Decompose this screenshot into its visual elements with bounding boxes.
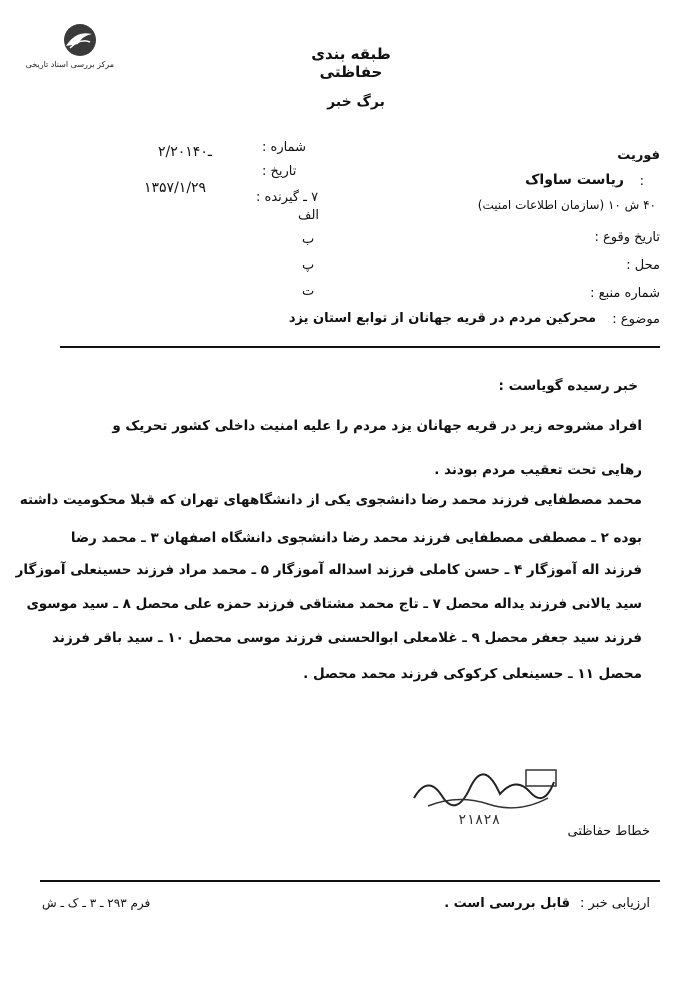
archive-emblem-icon xyxy=(58,22,98,58)
form-number: فرم ۲۹۳ ـ ۳ ـ ک ـ ش xyxy=(42,896,151,910)
recipient-be: ب xyxy=(302,232,315,247)
body-line: محصل ۱۱ ـ حسینعلی کرکوکی فرزند محمد محصل . xyxy=(303,666,642,682)
body-line: سید یالانی فرزند یداله محصل ۷ ـ تاج محمد مشتاقی فرزند حمزه علی محصل ۸ ـ سید موسوی xyxy=(26,596,642,612)
priority-label: فوریت xyxy=(617,148,660,163)
logo-text: مرکز بررسی اسناد تاریخی xyxy=(25,60,114,69)
body-line: افراد مشروحه زیر در قریه جهانان یزد مردم را علیه امنیت داخلی کشور تحریک و xyxy=(112,418,642,434)
assessment-label: ارزیابی خبر : xyxy=(580,896,650,911)
place-label: محل : xyxy=(626,258,660,273)
salutation: خبر رسیده گویاست : xyxy=(498,378,638,394)
subject-value: محرکین مردم در قریه جهانان از توابع استان یزد xyxy=(288,311,596,326)
recipient-alef: الف xyxy=(298,208,320,223)
date-label: تاریخ : xyxy=(262,164,297,179)
recipients-label: ۷ ـ گیرنده : xyxy=(256,190,319,205)
recipient-pe: پ xyxy=(302,258,315,273)
body-line: رهایی تحت تعقیب مردم بودند . xyxy=(434,462,642,478)
stamp-number: ۲۱۸۲۸ xyxy=(458,812,501,828)
recipient-te: ت xyxy=(302,284,315,299)
archive-logo xyxy=(25,22,114,69)
date-value: ۱۳۵۷/۱/۲۹ xyxy=(144,180,207,196)
body-line: بوده ۲ ـ مصطفی مصطفایی فرزند محمد رضا دانشجوی دانشگاه اصفهان ۳ ـ محمد رضا xyxy=(70,530,642,546)
handwritten-stamp xyxy=(408,768,558,838)
form-title: برگ خبر xyxy=(327,94,385,110)
subject-label: موضوع : xyxy=(612,312,660,327)
header-divider xyxy=(60,346,660,348)
handwritten-signature-icon xyxy=(408,768,558,818)
body-line: فرزند اله آموزگار ۴ ـ حسن کاملی فرزند اسداله آموزگار ۵ ـ محمد مراد فرزند حسینعلی آموزگار xyxy=(15,562,642,578)
footer-divider xyxy=(40,880,660,882)
to-value: ریاست ساواک xyxy=(525,172,624,188)
classification-title: طبقه بندی حفاظتی xyxy=(311,45,391,81)
signature: خطاط حفاظتی xyxy=(567,824,650,839)
assessment-value: قابل بررسی است . xyxy=(444,896,570,911)
body-line: محمد مصطفایی فرزند محمد رضا دانشجوی یکی از دانشگاههای تهران که قبلا محکومیت داشته xyxy=(19,492,642,508)
event-date-label: تاریخ وقوع : xyxy=(594,230,660,245)
source-number-label: شماره منبع : xyxy=(590,286,660,301)
number-label: شماره : xyxy=(262,140,306,155)
to-label: : xyxy=(639,174,644,189)
from-value: ۴۰ ش ۱۰ (سازمان اطلاعات امنیت) xyxy=(477,198,656,212)
body-line: فرزند سید جعفر محصل ۹ ـ غلامعلی ابوالحسنی فرزند موسی محصل ۱۰ ـ سید باقر فرزند xyxy=(52,630,642,646)
number-value: ۲/۲۰۱ـ۴۰ xyxy=(158,144,212,160)
